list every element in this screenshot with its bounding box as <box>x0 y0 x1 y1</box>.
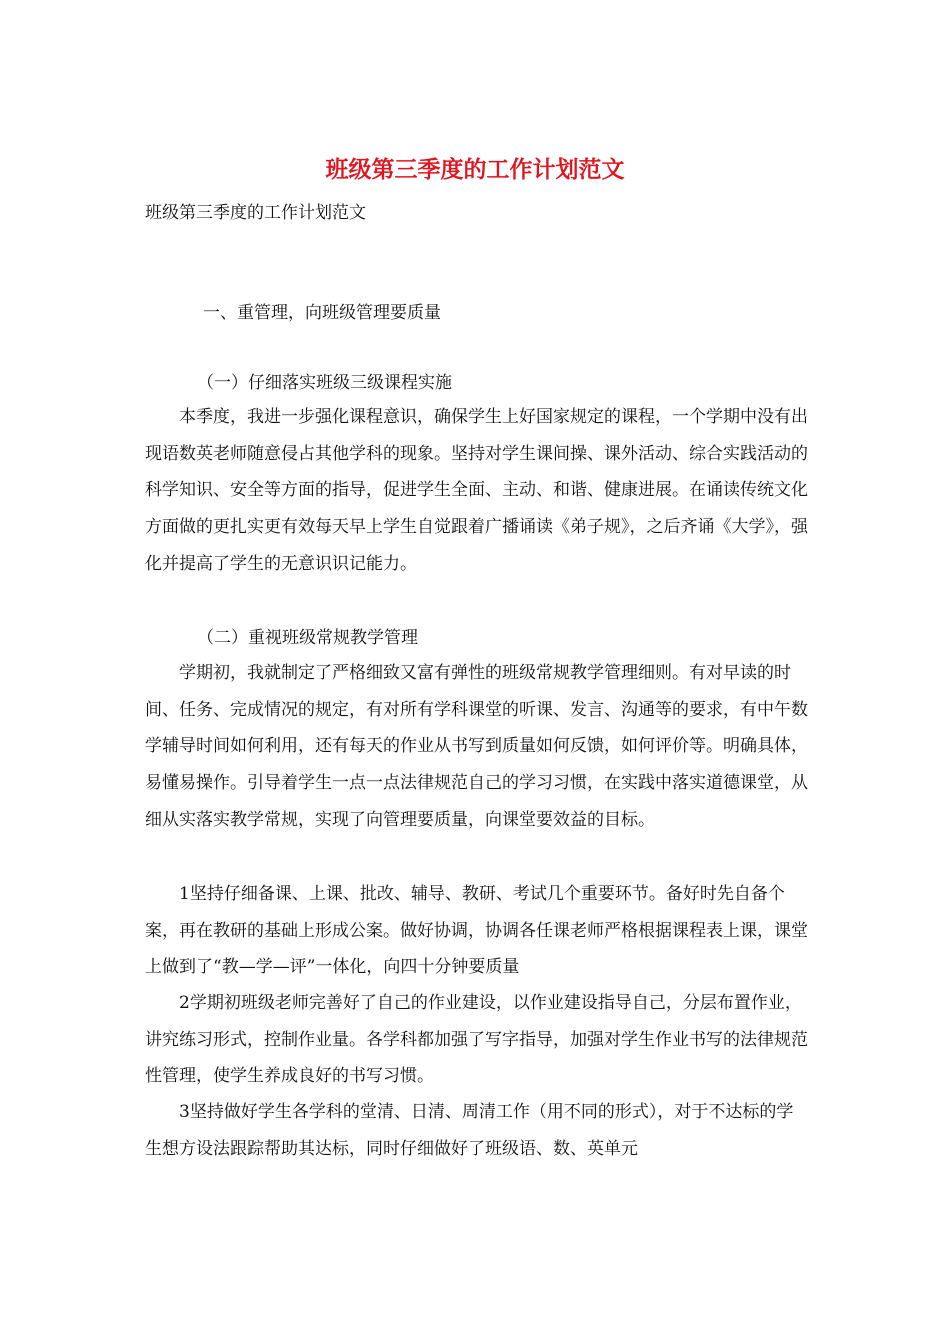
document-subtitle: 班级第三季度的工作计划范文 <box>145 203 366 223</box>
document-title: 班级第三季度的工作计划范文 <box>325 156 625 183</box>
subsection-heading-2: （二）重视班级常规教学管理 <box>197 628 418 648</box>
subsection-heading-1: （一）仔细落实班级三级课程实施 <box>197 373 452 393</box>
paragraph-2: 学期初，我就制定了严格细致又富有弹性的班级常规教学管理细则。有对早读的时间、任务、完成情况的规定，有对所有学科课堂的听课、发言、沟通等的要求，有中午数学辅导时间如何利用，还有每天的作业从书写到质量如何反馈，如何评价等。明确具体，易懂易操作。引导着学生一点一点法律规范自己的学习习惯，在实践中落实道德课堂，从细从实落实教学常规，实现了向管理要质量，向课堂要效益的目标。 <box>145 663 808 830</box>
list-item-2: 2学期初班级老师完善好了自己的作业建设，以作业建设指导自己，分层布置作业，讲究练习形式，控制作业量。各学科都加强了写字指导，加强对学生作业书写的法律规范性管理，使学生养成良好的书写习惯。 <box>145 993 808 1087</box>
section-heading-1: 一、重管理，向班级管理要质量 <box>203 303 441 323</box>
paragraph-1: 本季度，我进一步强化课程意识，确保学生上好国家规定的课程，一个学期中没有出现语数英老师随意侵占其他学科的现象。坚持对学生课间操、课外活动、综合实践活动的科学知识、安全等方面的指导，促进学生全面、主动、和谐、健康进展。在诵读传统文化方面做的更扎实更有效每天早上学生自觉跟着广播诵读《弟子规》，之后齐诵《大学》，强化并提高了学生的无意识识记能力。 <box>145 407 808 574</box>
list-item-1: 1坚持仔细备课、上课、批改、辅导、教研、考试几个重要环节。备好时先自备个案，再在教研的基础上形成公案。做好协调，协调各任课老师严格根据课程表上课，课堂上做到了“教—学—评”一体化，向四十分钟要质量 <box>145 884 808 978</box>
list-item-3: 3坚持做好学生各学科的堂清、日清、周清工作（用不同的形式），对于不达标的学生想方设法跟踪帮助其达标，同时仔细做好了班级语、数、英单元 <box>145 1102 794 1159</box>
